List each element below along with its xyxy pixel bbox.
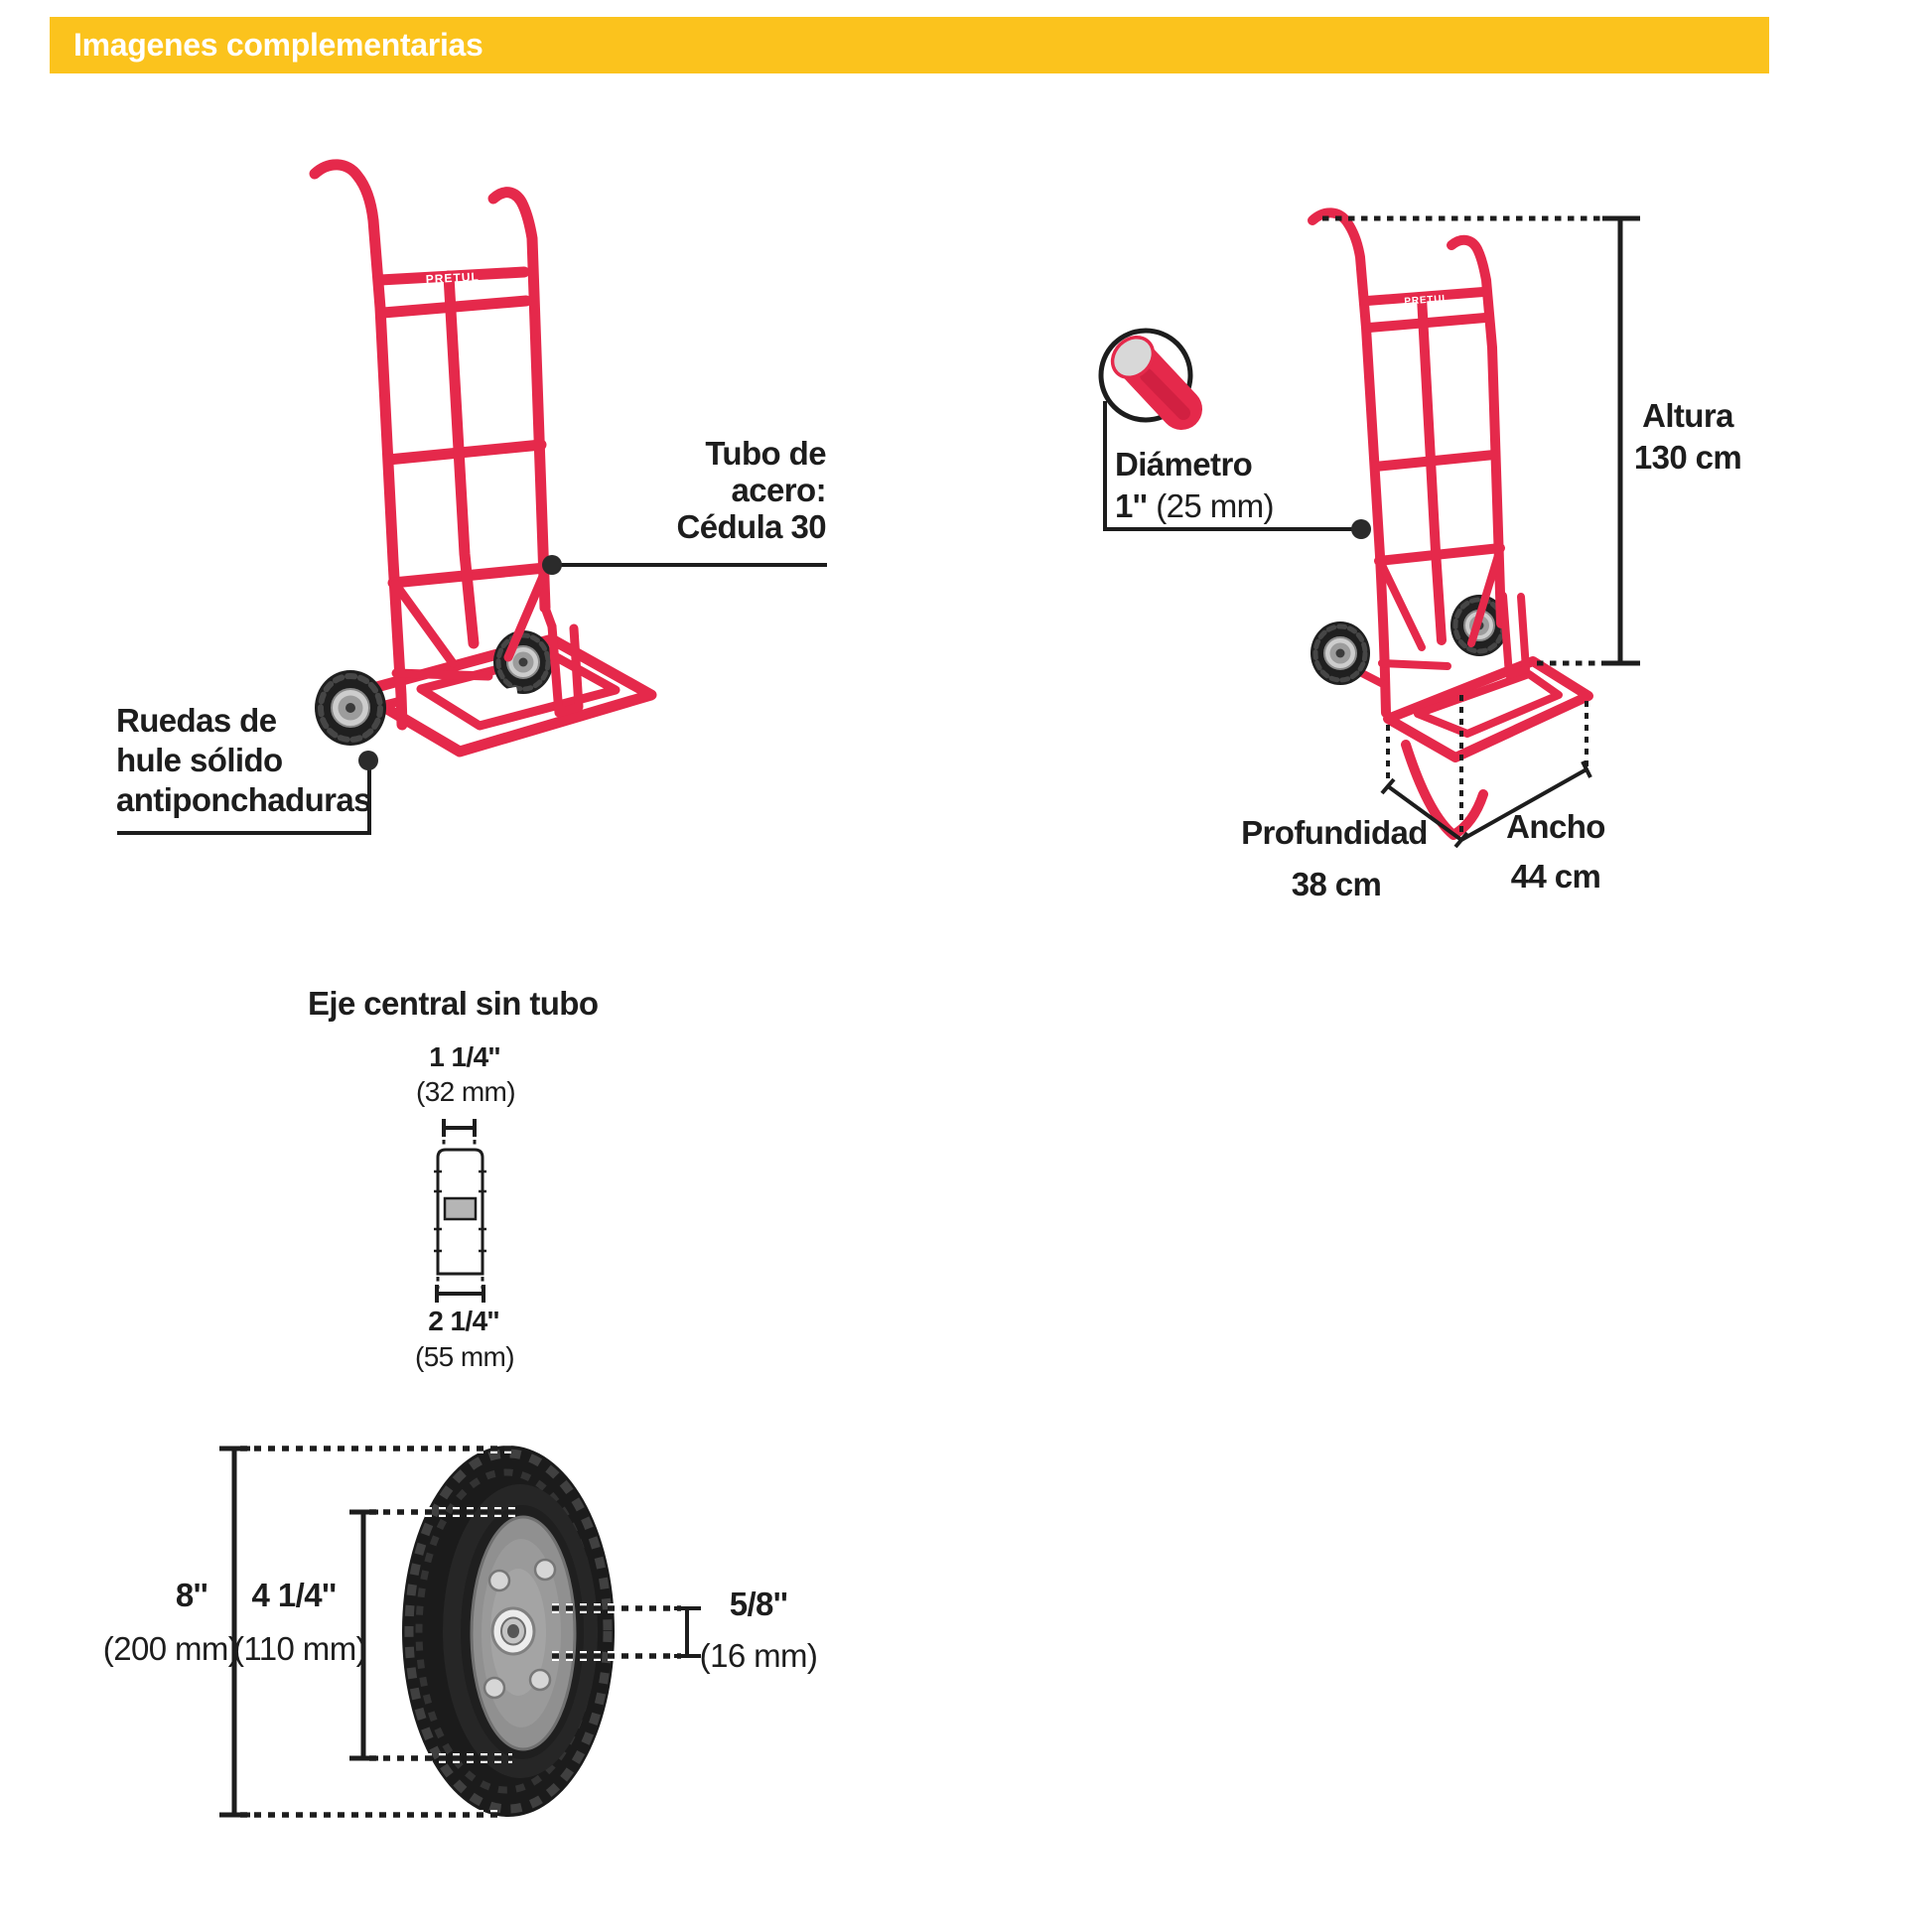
axle-inner-inches: 1 1/4'' — [429, 1041, 500, 1072]
wheel-od-inches: 8'' — [175, 1577, 208, 1613]
hand-truck-right-illustration — [1311, 212, 1588, 835]
axle-outer-mm: (55 mm) — [414, 1341, 515, 1372]
wheel-bore-mm: (16 mm) — [699, 1637, 818, 1674]
depth-label: Profundidad — [1241, 814, 1428, 851]
callout-dot — [1351, 519, 1371, 539]
wheel-left — [1311, 621, 1370, 685]
steel-tube-callout-line — [542, 555, 827, 575]
page-title: Imagenes complementarias — [73, 27, 483, 63]
wheel-od-mm: (200 mm) — [102, 1630, 239, 1667]
wheel-right — [493, 630, 553, 694]
wheel-bore-inches: 5/8'' — [729, 1586, 788, 1622]
diameter-label: Diámetro 1'' (25 mm) — [1115, 446, 1274, 524]
depth-value: 38 cm — [1291, 866, 1382, 902]
steel-tube-callout-label: Tubo de acero: Cédula 30 — [676, 435, 826, 545]
width-value: 44 cm — [1510, 858, 1601, 895]
width-label: Ancho — [1506, 808, 1605, 845]
axle-bottom-dimension — [437, 1277, 483, 1303]
height-label: Altura 130 cm — [1633, 397, 1742, 476]
wheels-callout-label: Ruedas de hule sólido antiponchaduras — [116, 702, 371, 818]
tube-diameter-inset — [1101, 327, 1190, 420]
axle-section-title: Eje central sin tubo — [308, 985, 599, 1022]
callout-dot — [542, 555, 562, 575]
plate-sticker — [1460, 701, 1481, 715]
axle-key — [445, 1198, 476, 1219]
axle-outer-inches: 2 1/4'' — [428, 1306, 499, 1336]
axle-diagram — [434, 1119, 486, 1303]
brand-label-left: PRETUL — [425, 269, 481, 287]
brand-label-right: PRETUL — [1404, 293, 1449, 308]
axle-inner-mm: (32 mm) — [415, 1076, 516, 1107]
wheel-hub-inches: 4 1/4'' — [251, 1577, 337, 1613]
bore-dimension — [674, 1608, 701, 1656]
bearing — [492, 1608, 534, 1654]
wheel-hub-mm: (110 mm) — [233, 1630, 366, 1667]
plate-sticker — [491, 687, 518, 700]
